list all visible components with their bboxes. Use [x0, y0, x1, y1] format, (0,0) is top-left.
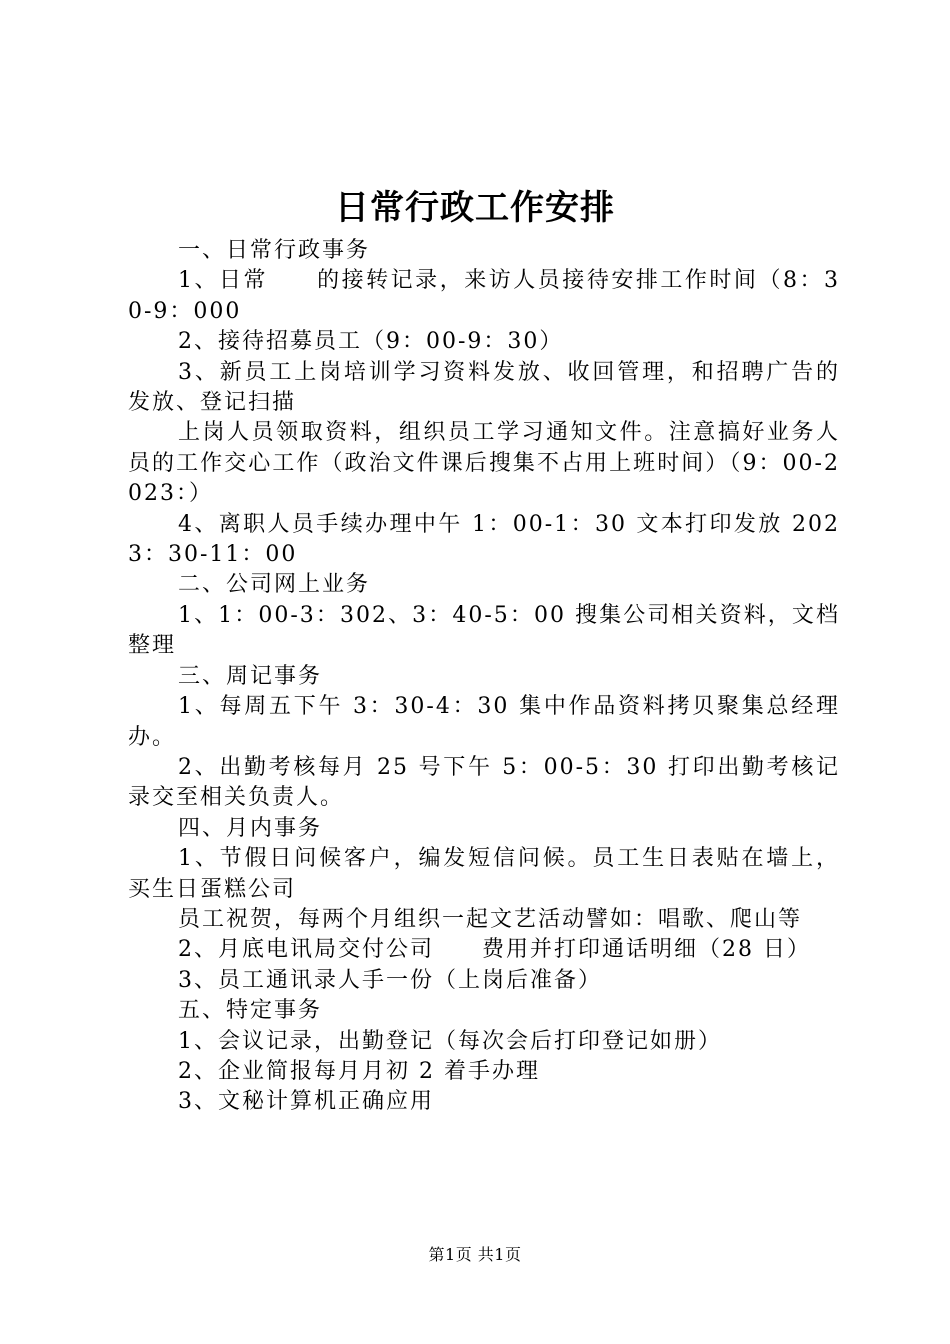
- paragraph-5-3: 3、文秘计算机正确应用: [178, 1089, 434, 1115]
- section-heading-3: 三、周记事务: [178, 663, 323, 689]
- document-title: 日常行政工作安排: [335, 188, 615, 228]
- paragraph-1-3-continued: 上岗人员领取资料，组织员工学习通知文件。注意搞好业务人员的工作交心工作（政治文件课后搜集不占用上班时间）（9：00-2023：）: [128, 420, 840, 507]
- section-heading-1: 一、日常行政事务: [178, 238, 371, 263]
- section-heading-5: 五、特定事务: [178, 998, 323, 1024]
- paragraph-1-2: 2、接待招募员工（9：00-9：30）: [178, 329, 564, 355]
- section-heading-4: 四、月内事务: [178, 815, 323, 841]
- paragraph-1-3: 3、新员工上岗培训学习资料发放、收回管理，和招聘广告的发放、登记扫描: [128, 359, 840, 416]
- paragraph-5-1: 1、会议记录，出勤登记（每次会后打印登记如册）: [178, 1028, 722, 1054]
- paragraph-1-1: 1、日常 的接转记录，来访人员接待安排工作时间（8：30-9：000: [128, 268, 840, 324]
- paragraph-3-2: 2、出勤考核每月 25 号下午 5：00-5：30 打印出勤考核记录交至相关负责人。: [128, 754, 840, 811]
- paragraph-1-4: 4、离职人员手续办理中午 1：00-1：30 文本打印发放 2023：30-11：00: [128, 511, 840, 568]
- paragraph-4-3: 3、员工通讯录人手一份（上岗后准备）: [178, 967, 602, 993]
- paragraph-5-2: 2、企业简报每月月初 2 着手办理: [178, 1058, 540, 1084]
- paragraph-3-1: 1、每周五下午 3：30-4：30 集中作品资料拷贝聚集总经理办。: [128, 694, 840, 750]
- section-heading-2: 二、公司网上业务: [178, 572, 371, 598]
- document-body: [128, 236, 840, 1118]
- paragraph-4-1: 1、节假日问候客户，编发短信问候。员工生日表贴在墙上，买生日蛋糕公司: [128, 846, 840, 902]
- paragraph-4-1-continued: 员工祝贺，每两个月组织一起文艺活动譬如：唱歌、爬山等: [178, 906, 803, 932]
- paragraph-4-2: 2、月底电讯局交付公司 费用并打印通话明细（28 日）: [178, 937, 811, 963]
- paragraph-2-1: 1、1：00-3：302、3：40-5：00 搜集公司相关资料，文档整理: [128, 602, 840, 659]
- page-footer: 第1页 共1页: [428, 1245, 522, 1264]
